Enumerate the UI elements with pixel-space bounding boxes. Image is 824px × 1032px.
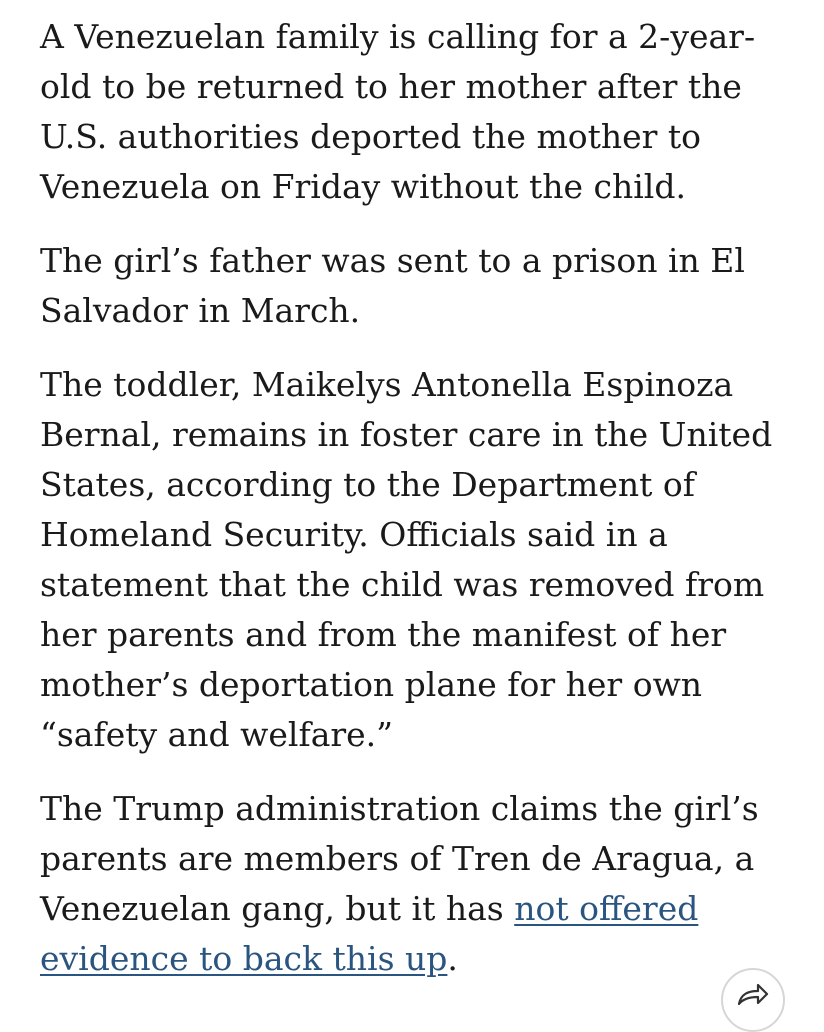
paragraph <box>40 784 780 984</box>
evidence-link[interactable]: not offered evidence to back this up <box>40 889 699 978</box>
share-arrow-icon <box>736 982 770 1006</box>
paragraph: The girl’s father was sent to a prison in El Salvador in March. <box>40 241 745 330</box>
article-body <box>40 12 780 1008</box>
paragraph-text: The Trump administration claims the girl’s parents are members of Tren de Aragua, a Venezuelan gang, but it has <box>40 789 759 928</box>
paragraph: A Venezuelan family is calling for a 2-year-old to be returned to her mother after the U.S. authorities deported the mother to Venezuela on Friday without the child. <box>40 17 756 206</box>
share-button[interactable] <box>721 968 785 1032</box>
paragraph-text-end: . <box>447 939 458 978</box>
paragraph: The toddler, Maikelys Antonella Espinoza Bernal, remains in foster care in the United States, according to the Department of Homeland Security. Officials said in a statement that the child was removed from her parents and from the manifest of her mother’s deportation plane for her own “safety and welfare.” <box>40 365 773 754</box>
